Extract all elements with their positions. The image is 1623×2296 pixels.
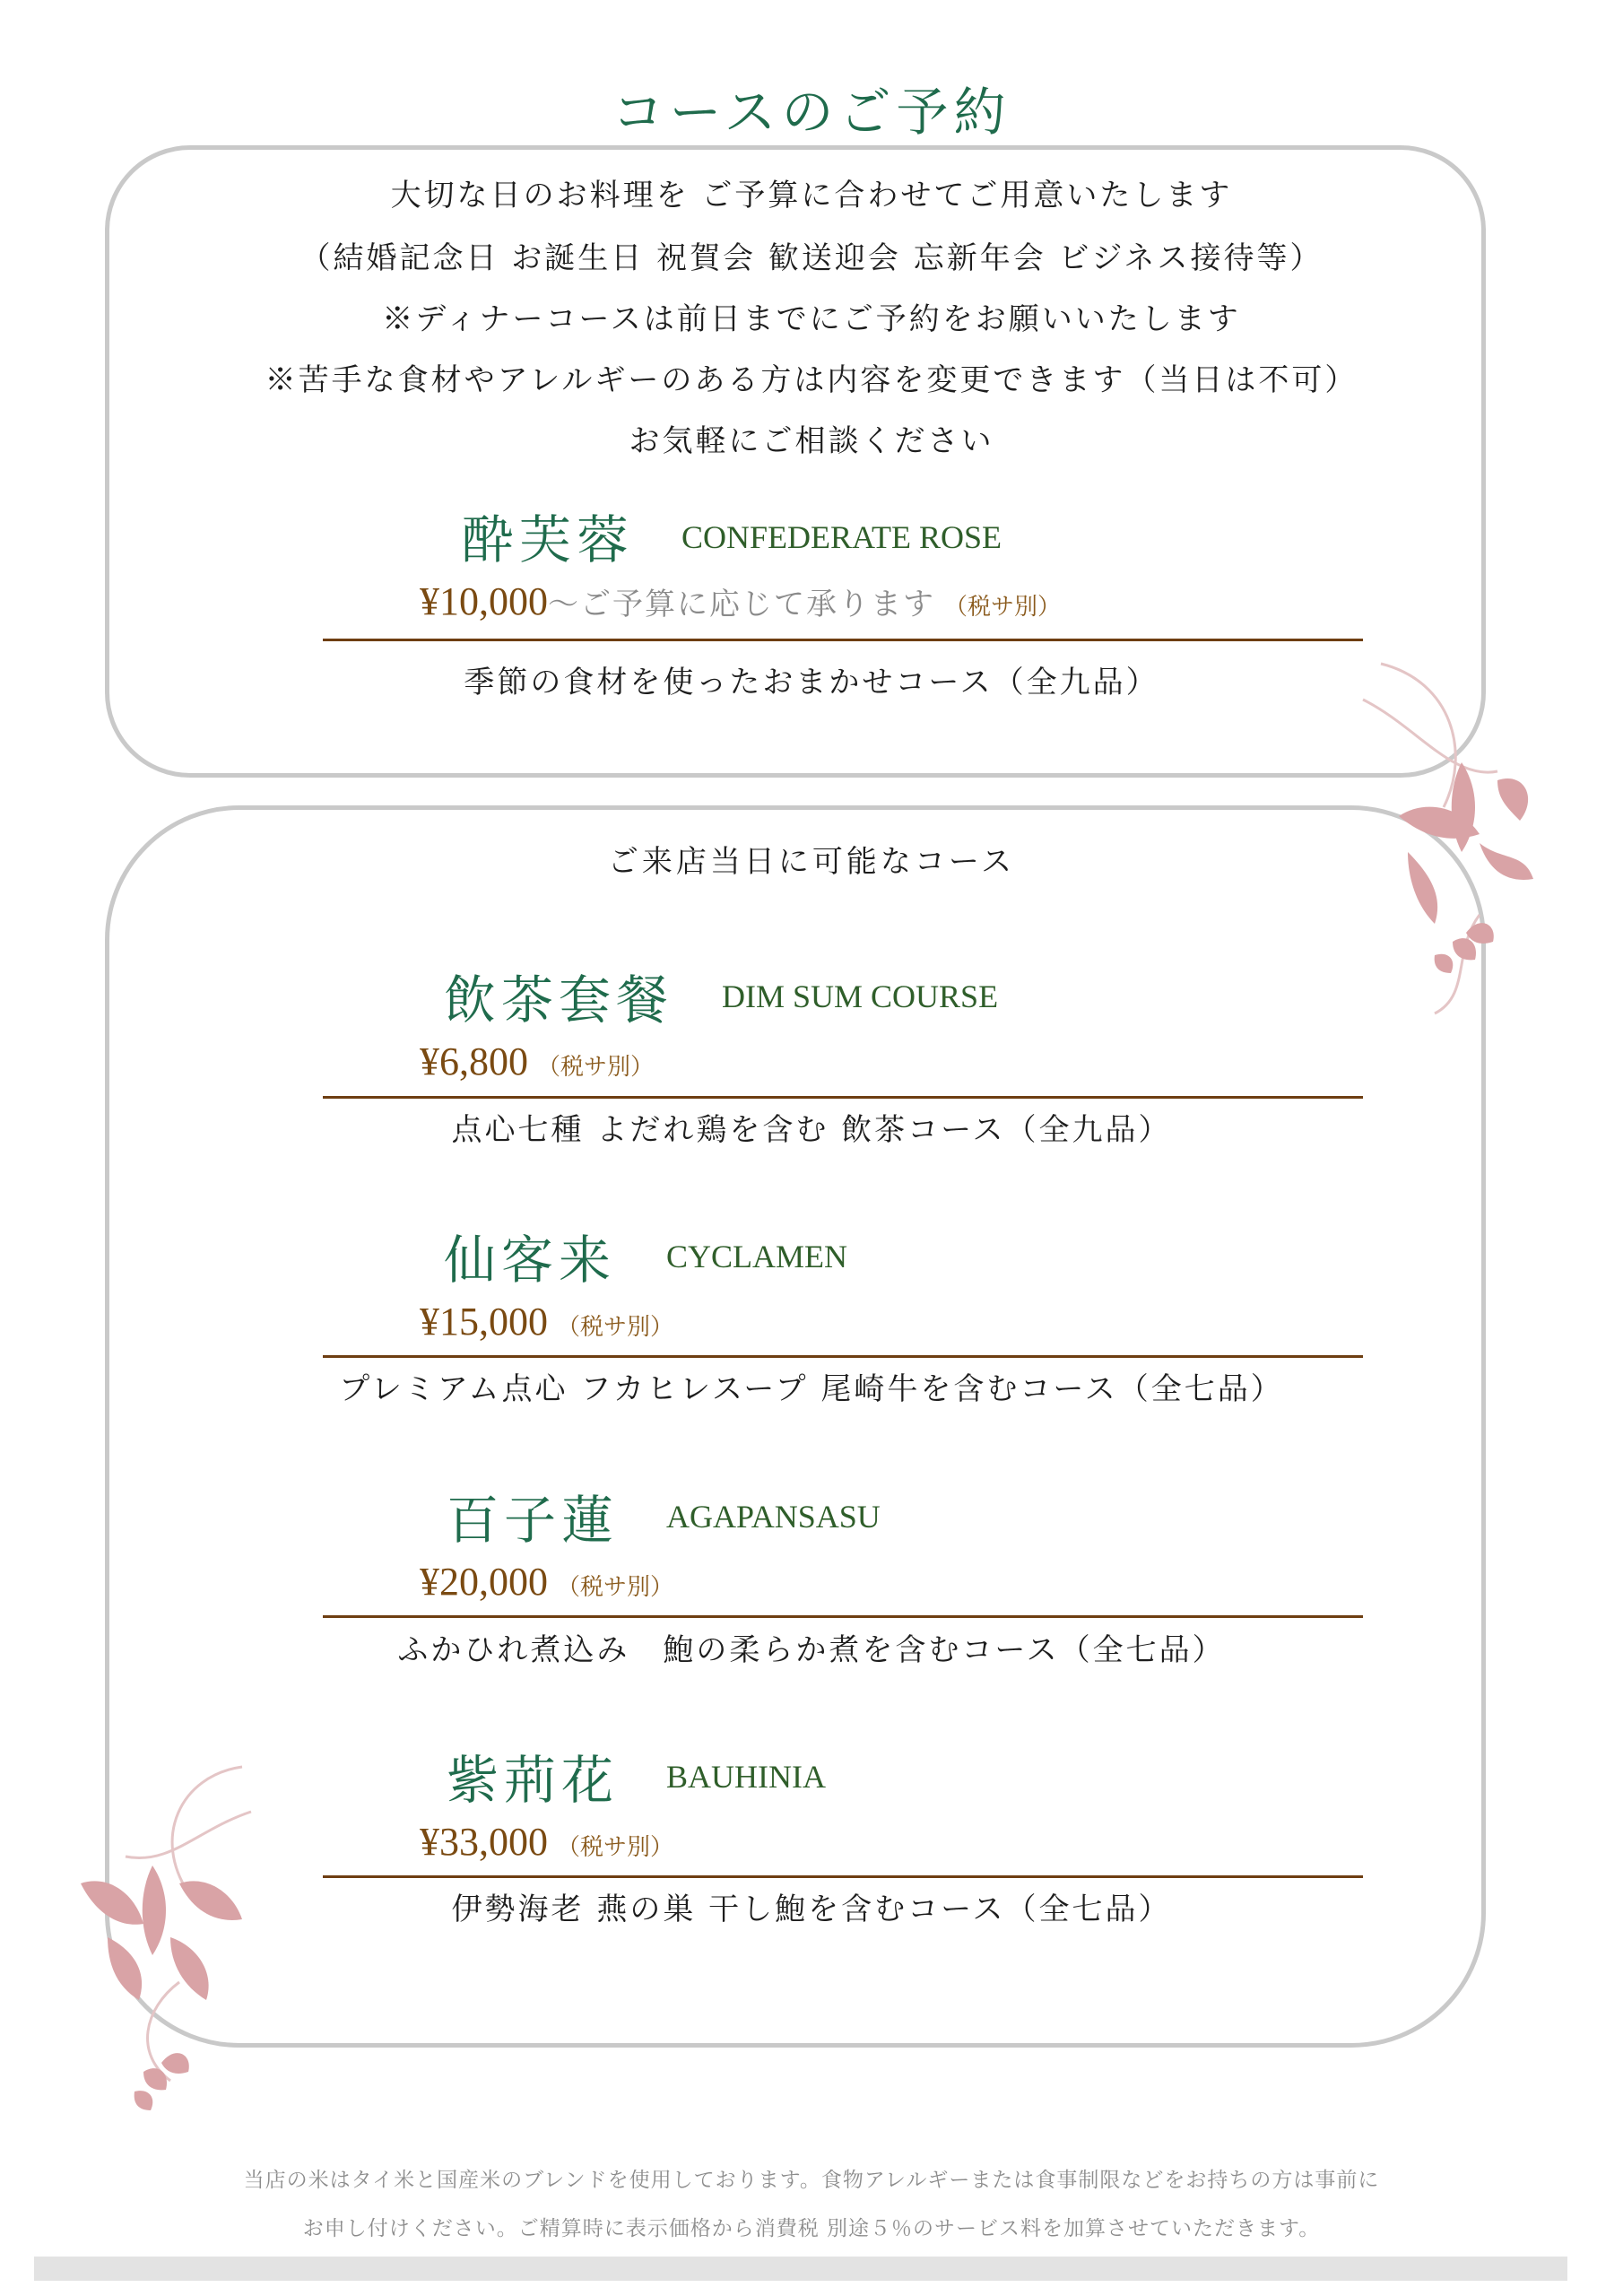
footer-note-line-2: お申し付けください。ご精算時に表示価格から消費税 別途５％のサービス料を加算させていただきます。 [302,2217,1321,2240]
course-price-bauhinia [420,1819,673,1865]
intro-line-4: ※苦手な食材やアレルギーのある方は内容を変更できます（当日は不可） [265,362,1358,398]
bottom-bar [34,2257,1567,2281]
course-price-dimsum [420,1039,654,1084]
divider-dimsum [323,1096,1363,1099]
course-description-agapansasu: ふかひれ煮込み 鮑の柔らか煮を含むコース（全七品） [397,1632,1226,1668]
divider-agapansasu [323,1615,1363,1618]
course-english-dimsum: DIM SUM COURSE [722,978,999,1014]
price-value-bauhinia: ¥33,000 [420,1820,548,1864]
flower-decoration-top-right [1345,646,1542,1022]
page-title: コースのご予約 [612,82,1011,143]
featured-divider [323,639,1363,641]
course-description-dimsum: 点心七種 よだれ鶏を含む 飲茶コース（全九品） [451,1112,1172,1148]
price-value-agapansasu: ¥20,000 [420,1560,548,1604]
same-day-heading: ご来店当日に可能なコース [607,844,1016,880]
course-name-agapansasu: 百子蓮 [447,1490,620,1551]
course-name-cyclamen: 仙客来 [444,1230,617,1291]
intro-line-3: ※ディナーコースは前日までにご予約をお願いいたします [382,301,1241,337]
intro-line-5: お気軽にご相談ください [629,423,994,459]
footer-note-line-1: 当店の米はタイ米と国産米のブレンドを使用しております。食物アレルギーまたは食事制限などをお持ちの方は事前に [243,2169,1380,2192]
course-english-cyclamen: CYCLAMEN [666,1239,848,1274]
featured-course-description: 季節の食材を使ったおまかせコース（全九品） [464,665,1159,700]
course-name-dimsum: 飲茶套餐 [444,970,674,1031]
course-price-cyclamen [420,1299,673,1344]
intro-line-1: 大切な日のお料理を ご予算に合わせてご用意いたします [390,178,1233,213]
course-price-agapansasu [420,1559,673,1605]
intro-line-2: （結婚記念日 お誕生日 祝賀会 歓送迎会 忘新年会 ビジネス接待等） [299,240,1324,276]
course-description-bauhinia: 伊勢海老 燕の巣 干し鮑を含むコース（全七品） [451,1892,1172,1927]
course-english-agapansasu: AGAPANSASU [666,1499,881,1535]
featured-course-english: CONFEDERATE ROSE [681,519,1002,555]
course-english-bauhinia: BAUHINIA [666,1759,826,1795]
divider-cyclamen [323,1355,1363,1358]
tax-note-agapansasu: （税サ別） [557,1574,674,1601]
divider-bauhinia [323,1875,1363,1878]
featured-course-name: 酔芙蓉 [462,509,635,570]
tax-note-cyclamen: （税サ別） [557,1314,674,1341]
featured-tax-note: （税サ別） [944,594,1062,621]
tax-note-dimsum: （税サ別） [537,1054,655,1081]
featured-price-note: ～ご予算に応じて承ります [548,587,935,622]
flower-decoration-bottom-left [72,1758,278,2144]
featured-price-value: ¥10,000 [420,579,548,623]
tax-note-bauhinia: （税サ別） [557,1834,674,1861]
course-name-bauhinia: 紫荊花 [447,1750,620,1811]
course-description-cyclamen: プレミアム点心 フカヒレスープ 尾崎牛を含むコース（全七品） [339,1371,1284,1407]
featured-course-price [420,578,1061,624]
price-value-cyclamen: ¥15,000 [420,1300,548,1344]
price-value-dimsum: ¥6,800 [420,1039,528,1083]
